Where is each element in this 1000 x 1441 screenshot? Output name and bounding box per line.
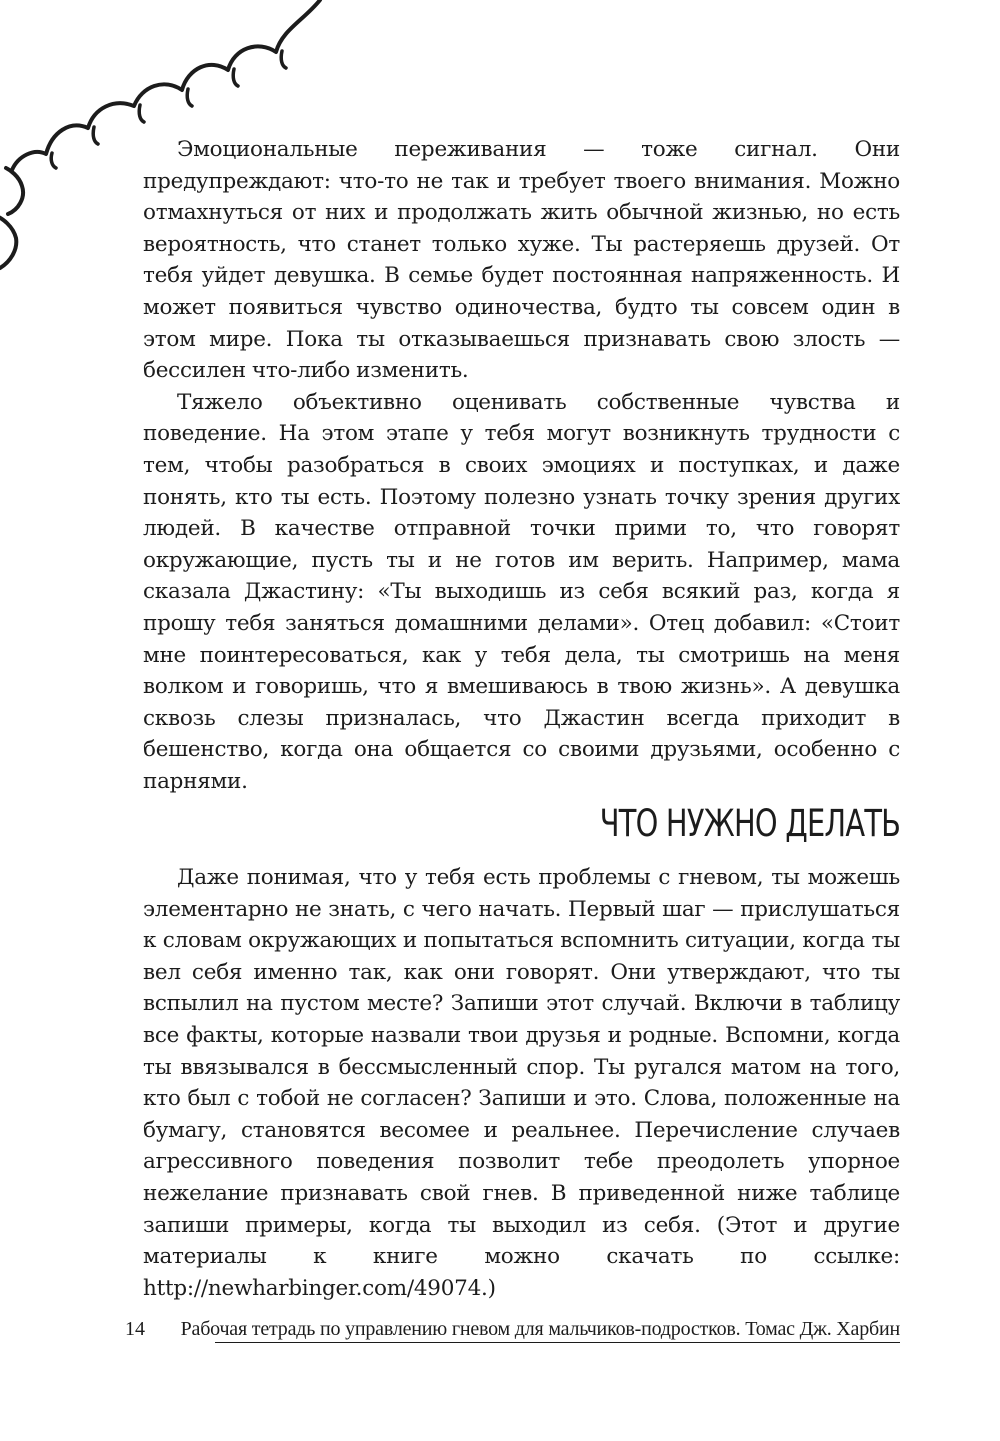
- paragraph-others-perspective: Тяжело объективно оценивать собственные чувства и поведение. На этом этапе у тебя могут возникнуть трудности с тем, чтобы разобраться в своих эмоциях и поступках, и даже понять, кто ты есть. Поэтому полезно узнать точку зрения других людей. В качестве отправной точки прими то, что говорят окружающие, пусть ты и не готов им верить. Например, мама сказала Джастину: «Ты выходишь из себя всякий раз, когда я прошу тебя заняться домашними делами». Отец добавил: «Стоит мне поинтересоваться, как у тебя дела, ты смотришь на меня волком и говоришь, что я вмешиваюсь в твою жизнь». А девушка сквозь слезы призналась, что Джастин всегда приходит в бешенство, когда она общается со своими друзьями, особенно с парнями.: [143, 389, 900, 794]
- section-two: [143, 862, 900, 1304]
- page-number: 14: [125, 1318, 145, 1340]
- section-one: [143, 134, 900, 797]
- paragraph-emotional-signals: Эмоциональные переживания — тоже сигнал. Они предупреждают: что-то не так и требует твоего внимания. Можно отмахнуться от них и продолжать жить обычной жизнью, но есть вероятность, что станет только хуже. Ты растеряешь друзей. От тебя уйдет девушка. В семье будет постоянная напряженность. И может появиться чувство одиночества, будто ты совсем один в этом мире. Пока ты отказываешься признавать свою злость — бессилен что-либо изменить.: [143, 137, 900, 384]
- section-heading: ЧТО НУЖНО ДЕЛАТЬ: [599, 802, 900, 845]
- paragraph-what-to-do: Даже понимая, что у тебя есть проблемы с гневом, ты можешь элементарно не знать, с чего начать. Первый шаг — прислушаться к словам окружающих и попытаться вспомнить ситуации, когда ты вел себя именно так, как они говорят. Они утверждают, что ты вспылил на пустом месте? Запиши этот случай. Включи в таблицу все факты, которые назвали твои друзья и родные. Вспомни, когда ты ввязывался в бессмысленный спор. Ты ругался матом на того, кто был с тобой не согласен? Запиши и это. Слова, положенные на бумагу, становятся весомее и реальнее. Перечисление случаев агрессивного поведения позволит тебе преодолеть упорное нежелание признавать свой гнев. В приведенной ниже таблице запиши примеры, когда ты выходил из себя. (Этот и другие материалы к книге можно скачать по ссылке: http://newharbinger.com/49074.): [143, 865, 900, 1301]
- footer-rule: [215, 1342, 900, 1343]
- running-title: Рабочая тетрадь по управлению гневом для мальчиков-подростков. Томас Дж. Харбин: [180, 1318, 900, 1340]
